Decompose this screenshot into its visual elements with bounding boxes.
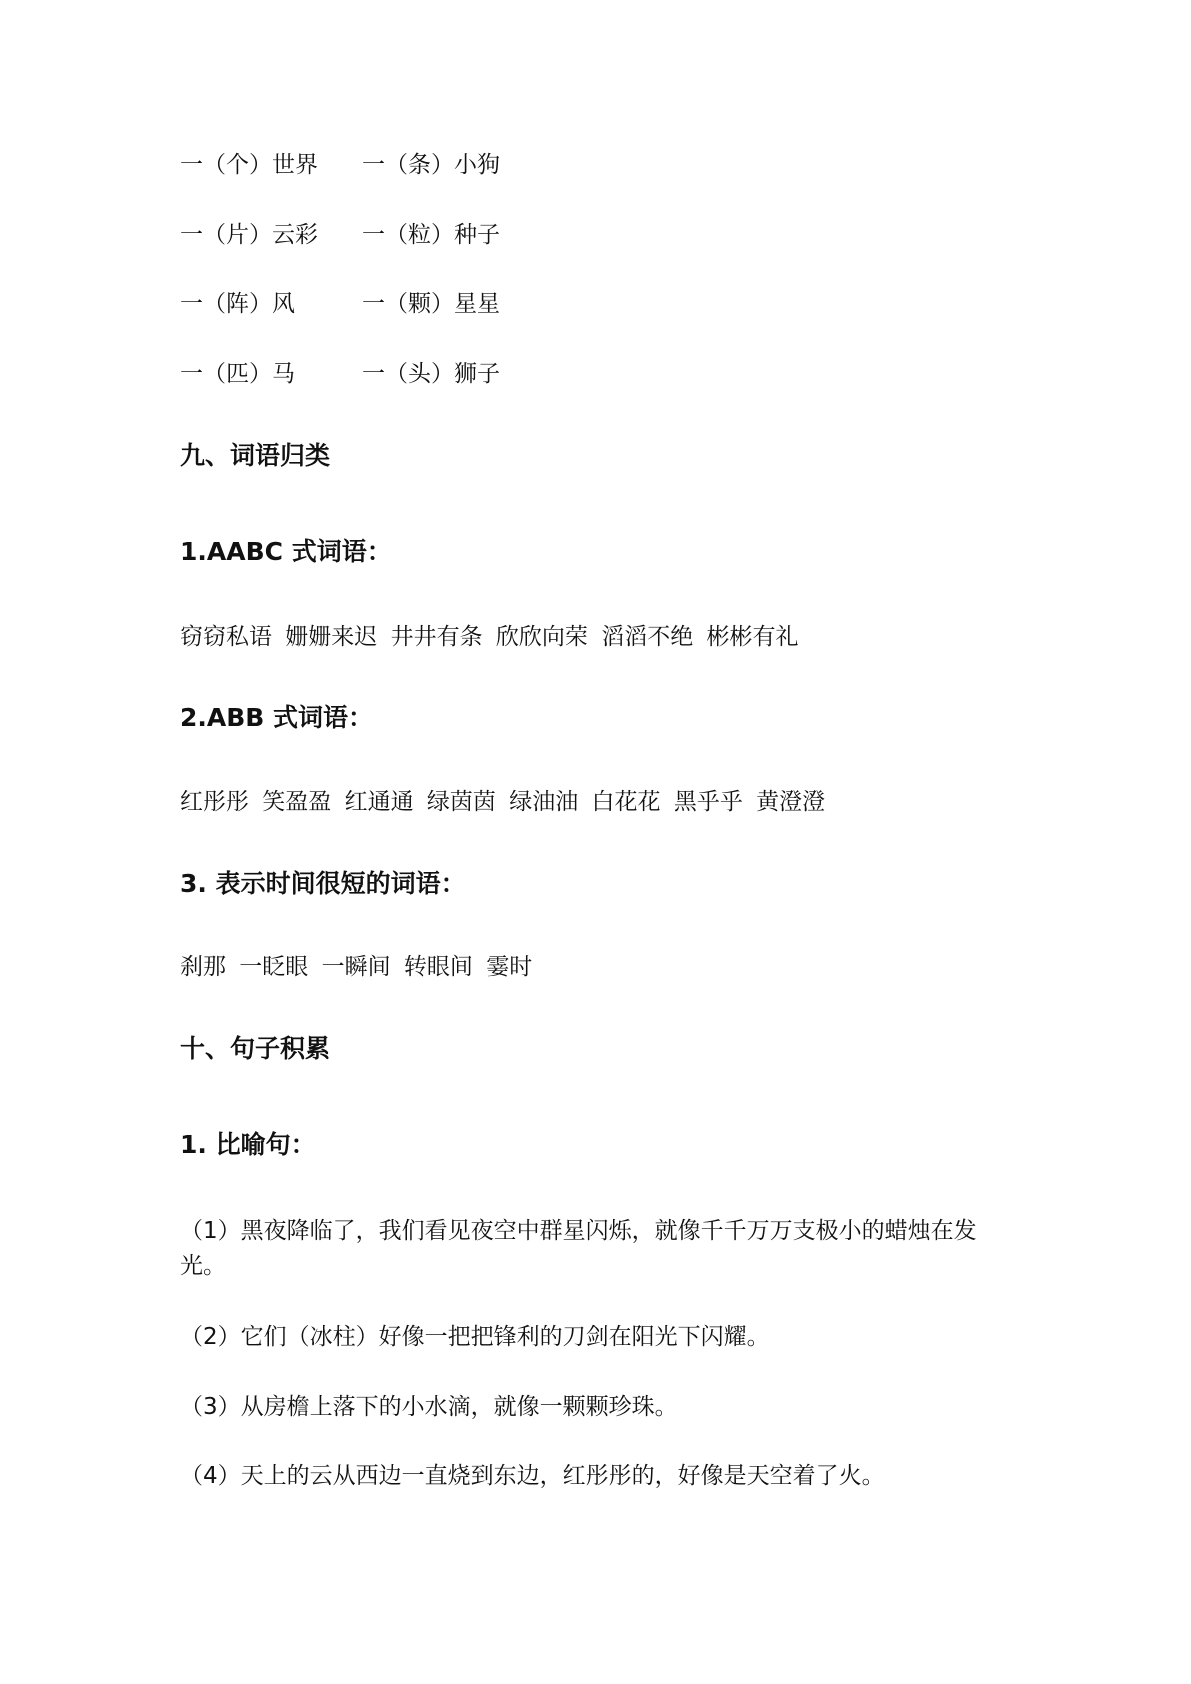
sentence-1-continued: 光。 [180,1253,226,1279]
subheading-abb: 2.ABB 式词语： [180,703,374,732]
word-list-abb: 红彤彤 笑盈盈 红通通 绿茵茵 绿油油 白花花 黑乎乎 黄澄澄 [180,789,826,815]
sentence-2: （2）它们（冰柱）好像一把把锋利的刀剑在阳光下闪耀。 [180,1324,770,1350]
measure-word-right-4: 一（头）狮子 [362,361,500,387]
section-heading-9: 九、词语归类 [180,441,331,470]
subheading-aabc: 1.AABC 式词语： [180,537,392,566]
measure-word-left-4: 一（匹）马 [180,361,295,387]
section-heading-10: 十、句子积累 [180,1034,331,1063]
measure-word-left-2: 一（片）云彩 [180,222,318,248]
measure-word-right-2: 一（粒）种子 [362,222,500,248]
sentence-1: （1）黑夜降临了，我们看见夜空中群星闪烁，就像千千万万支极小的蜡烛在发 [180,1218,977,1244]
sentence-3: （3）从房檐上落下的小水滴，就像一颗颗珍珠。 [180,1394,678,1420]
subheading-short-time: 3. 表示时间很短的词语： [180,869,466,898]
measure-word-right-3: 一（颗）星星 [362,291,500,317]
word-list-aabc: 窃窃私语 姗姗来迟 井井有条 欣欣向荣 滔滔不绝 彬彬有礼 [180,624,799,650]
sentence-4: （4）天上的云从西边一直烧到东边，红彤彤的，好像是天空着了火。 [180,1463,885,1489]
measure-word-left-3: 一（阵）风 [180,291,295,317]
word-list-short-time: 刹那 一眨眼 一瞬间 转眼间 霎时 [180,954,533,980]
measure-word-right-1: 一（条）小狗 [362,152,500,178]
measure-word-left-1: 一（个）世界 [180,152,318,178]
subheading-simile: 1. 比喻句： [180,1130,316,1159]
